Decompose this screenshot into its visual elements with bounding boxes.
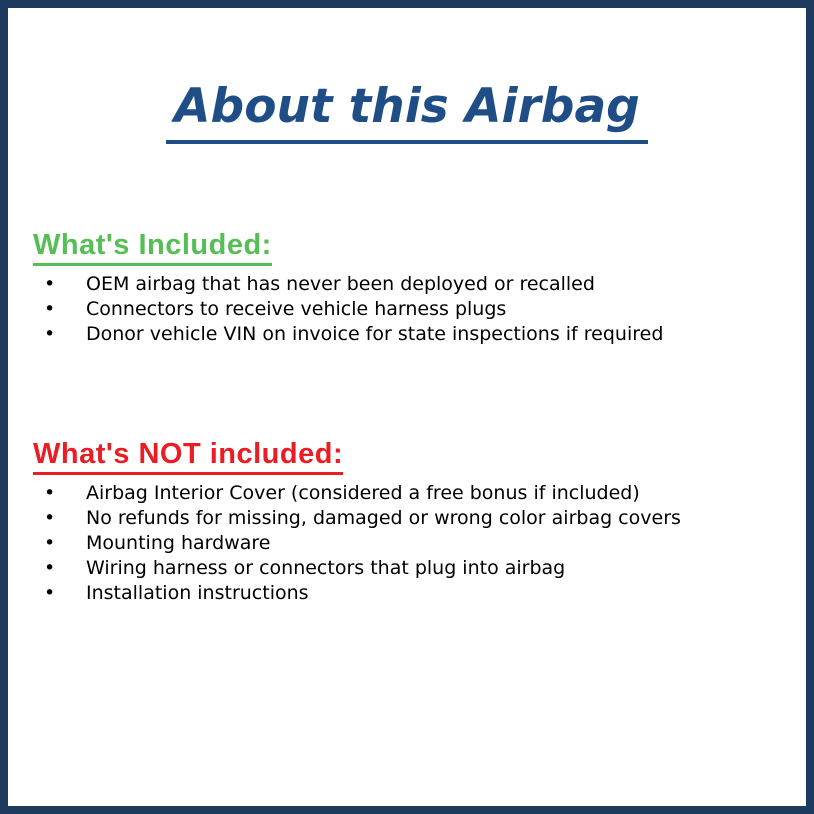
not-included-list — [33, 481, 806, 606]
included-heading: What's Included: — [33, 230, 272, 266]
list-item: • Donor vehicle VIN on invoice for state inspections if required — [33, 322, 806, 347]
list-item: • OEM airbag that has never been deployed or recalled — [33, 272, 806, 297]
page-title — [8, 76, 806, 144]
not-included-heading: What's NOT included: — [33, 439, 343, 475]
list-item: • No refunds for missing, damaged or wrong color airbag covers — [33, 506, 806, 531]
included-list — [33, 272, 806, 347]
included-section — [33, 230, 806, 347]
list-item: • Installation instructions — [33, 581, 806, 606]
list-item: • Connectors to receive vehicle harness plugs — [33, 297, 806, 322]
list-item: • Airbag Interior Cover (considered a free bonus if included) — [33, 481, 806, 506]
not-included-section — [33, 439, 806, 606]
list-item: • Wiring harness or connectors that plug into airbag — [33, 556, 806, 581]
list-item: • Mounting hardware — [33, 531, 806, 556]
page-title-text: About this Airbag — [166, 76, 648, 144]
